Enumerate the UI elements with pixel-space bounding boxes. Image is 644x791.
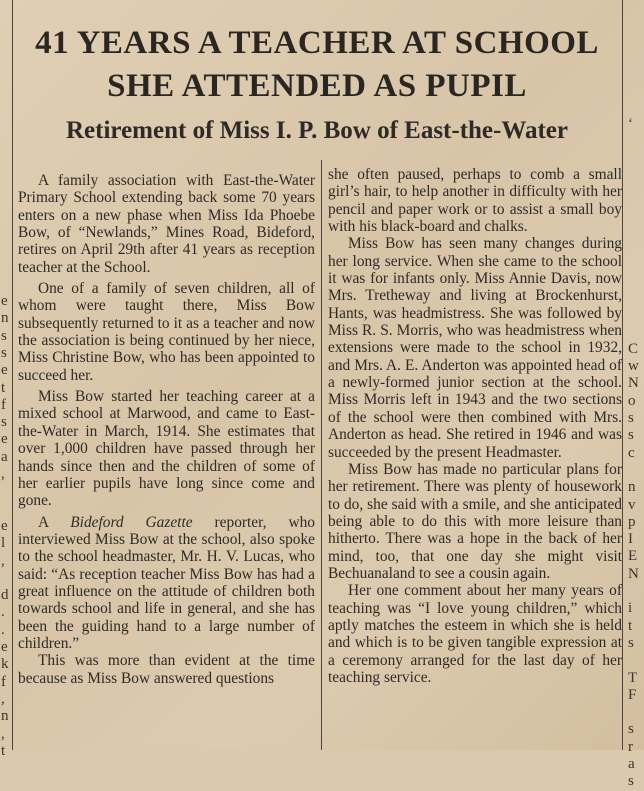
- headline-line-1: 41 YEARS A TEACHER AT SCHOOL: [35, 25, 599, 61]
- right-column-rule: [622, 0, 623, 750]
- headline: [14, 22, 620, 108]
- left-column-fragments: e n s s e t f s e a , e l , d . . e k f , n , t: [1, 293, 9, 759]
- paragraph: Her one comment about her many years of teaching was “I love young children,” which aptly matches the esteem in which she is held and which is to be given tangible expression at a ceremony arranged for the last day of her teaching service.: [328, 582, 622, 686]
- subheadline: Retirement of Miss I. P. Bow of East-the-Water: [66, 117, 568, 144]
- text: reporter, who interviewed Miss Bow at the school, also spoke to the school headmaster, Mr. H. V. Lucas, who said: “As reception teacher Miss Bow has had a great influence on the attitude of children both towards school and life in general, and she has been the guiding hand to a large number of children.”: [18, 513, 315, 652]
- paragraph: Miss Bow started her teaching career at a mixed school at Marwood, and came to East-the-Water in March, 1914. She estimates that over 1,000 children have passed through her hands since then and the children of some of her earlier pupils have long since come and gone.: [18, 388, 315, 510]
- paragraph: This was more than evident at the time because as Miss Bow answered questions: [18, 652, 315, 687]
- newspaper-name: Bideford Gazette: [70, 513, 193, 531]
- paragraph: A family association with East-the-Water Primary School extending back some 70 years enters on a new phase when Miss Ida Phoebe Bow, of “Newlands,” Mines Road, Bideford, retires on April 29th after 41 years as reception teacher at the School.: [18, 172, 315, 276]
- article-column-2: [328, 166, 622, 686]
- paragraph: [18, 514, 315, 653]
- paragraph: Miss Bow has made no particular plans for her retirement. There was plenty of housework to do, she said with a smile, and she anticipated being able to do this with more leisure than hitherto. There was a hope in the back of her mind, too, that one day she might visit Bechuanaland to see a cousin again.: [328, 460, 622, 582]
- column-divider: [321, 160, 322, 750]
- headline-line-2: SHE ATTENDED AS PUPIL: [107, 68, 527, 104]
- right-column-fragments: ‘ C w N o s s c n v p I E N i t s T F s r a s: [628, 116, 639, 790]
- paragraph: she often paused, perhaps to comb a small girl’s hair, to help another in difficulty with her pencil and paper work or to assist a small boy with his black-board and chalks.: [328, 166, 622, 236]
- paragraph: One of a family of seven children, all of whom were taught there, Miss Bow subsequently returned to it as a teacher and now the association is being continued by her niece, Miss Christine Bow, who has been appointed to succeed her.: [18, 280, 315, 384]
- article-column-1: [18, 166, 315, 687]
- paragraph: Miss Bow has seen many changes during her long service. When she came to the school it was for infants only. Miss Annie Davis, now Mrs. Tretheway and living at Brockenhurst, Hants, was headmistress. She was followed by Miss R. S. Morris, who was headmistress when extensions were made to the school in 1932, and Mrs. A. E. Anderton was appointed head of a newly-formed junior section at the school. Miss Morris left in 1943 and the two sections of the school were then combined with Mrs. Anderton as head. She retired in 1946 and was succeeded by the present Headmaster.: [328, 235, 622, 461]
- text: A: [38, 513, 71, 531]
- left-column-rule: [12, 0, 13, 750]
